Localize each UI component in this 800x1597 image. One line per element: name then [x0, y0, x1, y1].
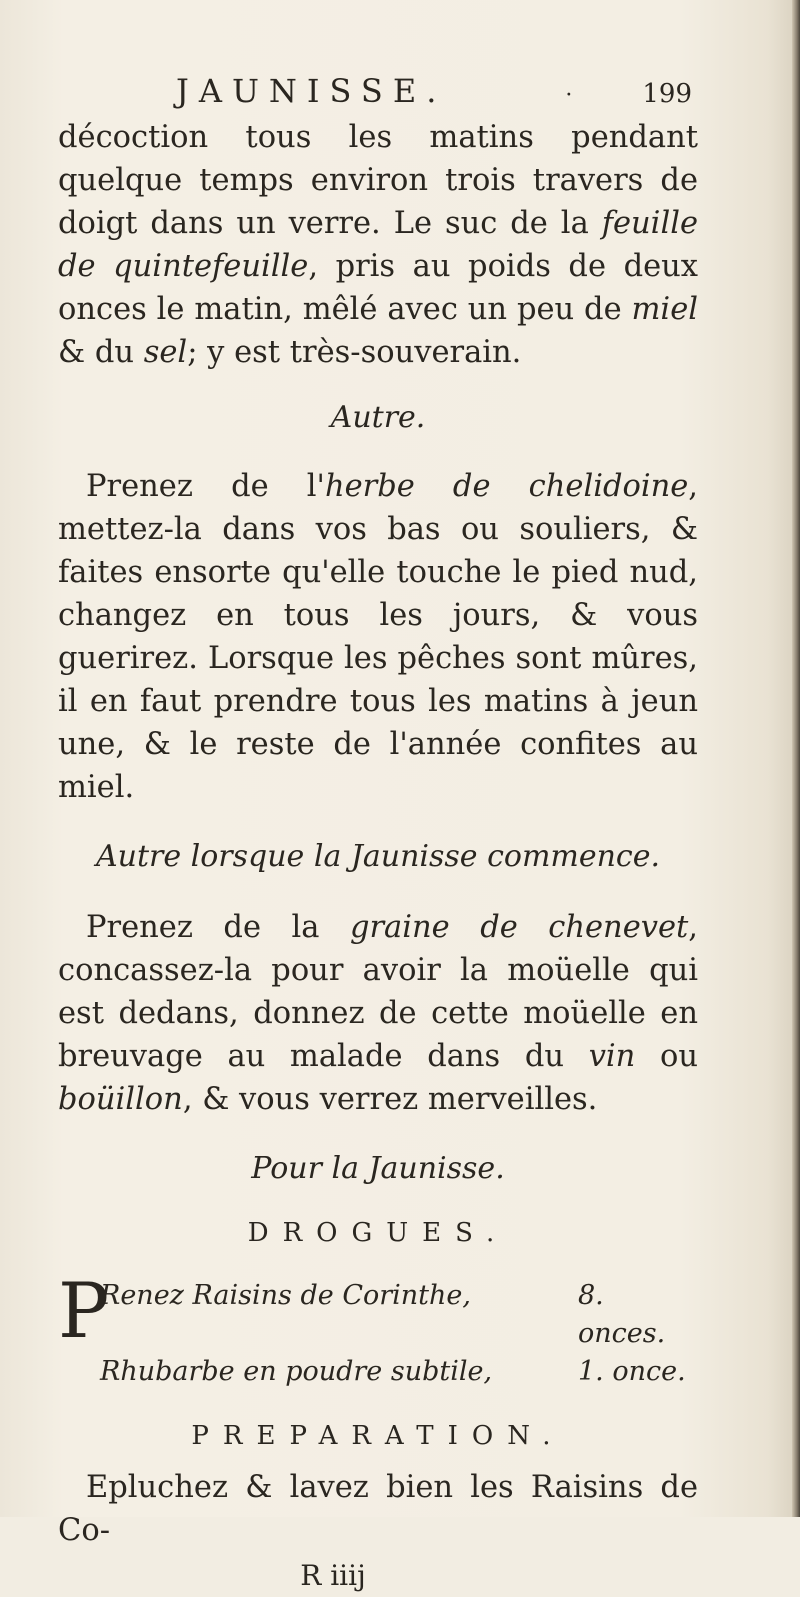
- drug-name: Rhubarbe en poudre subtile,: [100, 1356, 493, 1387]
- italic-term: boüillon: [58, 1082, 183, 1117]
- list-item: [100, 1277, 698, 1353]
- heading-autre-lorsque: Autre lorsque la Jaunisse commence.: [95, 839, 661, 874]
- page-text-block: [58, 70, 698, 1597]
- drug-name: Renez Raisins de Corinthe,: [100, 1280, 471, 1311]
- page-edge-shadow: [792, 0, 800, 1517]
- page-number: 199: [642, 79, 692, 109]
- heading-autre: Autre.: [330, 400, 426, 435]
- italic-term: feuille de quintefeuille: [58, 206, 698, 284]
- header-mark: ·: [565, 83, 573, 108]
- running-title: JAUNISSE.: [176, 72, 447, 110]
- italic-term: herbe de chelidoine: [324, 469, 689, 504]
- drop-cap: P: [58, 1266, 110, 1355]
- preparation-title: PREPARATION.: [191, 1421, 565, 1451]
- paragraph-2: Prenez de l'herbe de chelidoine, mettez-la dans vos bas ou souliers, & faites ensorte qu'elle touche le pied nud, changez en tous les jours, & vous guerirez. Lorsque les pêches sont mûres, il en faut prendre tous les matins à jeun une, & le reste de l'année confites au miel.: [58, 469, 698, 805]
- drug-quantity: 1. once.: [578, 1356, 686, 1387]
- list-item: [100, 1353, 698, 1391]
- italic-term: sel: [143, 335, 188, 370]
- italic-term: graine de chenevet: [349, 910, 689, 945]
- paragraph-1: décoction tous les matins pendant quelque temps environ trois travers de doigt dans un verre. Le suc de la feuille de quintefeuille, pris au poids de deux onces le matin, mêlé avec un peu de miel & du sel; y est très-souverain.: [58, 120, 698, 370]
- paragraph-3: Prenez de la graine de chenevet, concassez-la pour avoir la moüelle qui est dedans, donnez de cette moüelle en breuvage au malade dans du vin ou boüillon, & vous verrez merveilles.: [58, 910, 698, 1117]
- drogues-list: [58, 1266, 698, 1391]
- italic-term: miel: [631, 292, 698, 327]
- signature-mark: R iiij: [300, 1559, 366, 1592]
- italic-term: vin: [588, 1039, 636, 1074]
- drug-quantity: 8. onces.: [578, 1280, 666, 1349]
- preparation-text: Epluchez & lavez bien les Raisins de Co-: [58, 1470, 698, 1548]
- running-header: [58, 70, 698, 116]
- heading-pour-la-jaunisse: Pour la Jaunisse.: [251, 1151, 505, 1186]
- drogues-title: DROGUES.: [247, 1218, 509, 1248]
